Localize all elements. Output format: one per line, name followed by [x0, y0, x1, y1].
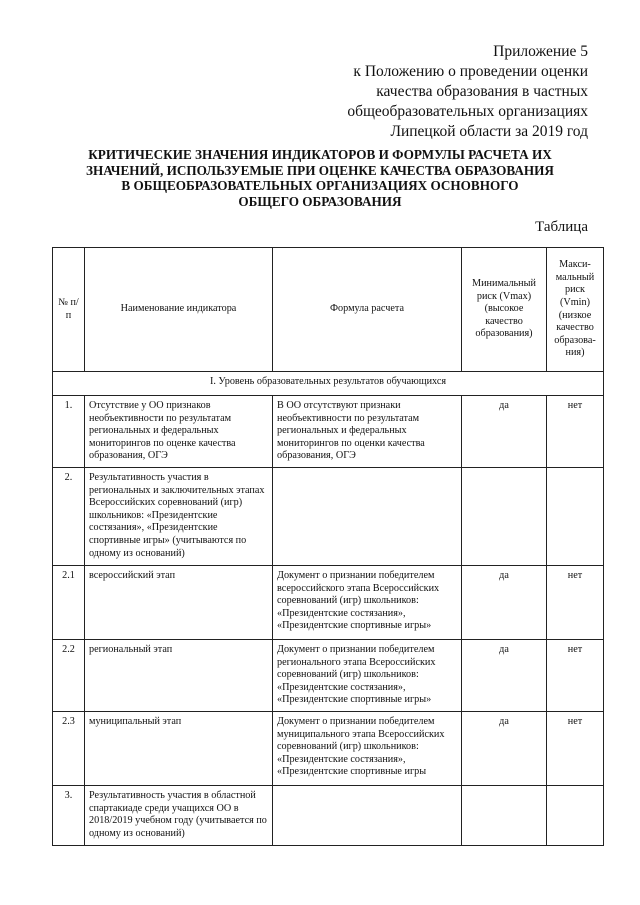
- row-formula: Документ о признании победителем регионального этапа Всероссийских соревнований (игр) школьников: «Президентские состязания», «Президентские спортивные игры»: [273, 640, 462, 712]
- table-label: Таблица: [535, 219, 588, 235]
- row-num: 2.3: [53, 711, 85, 785]
- row-min: [462, 468, 547, 566]
- row-name: Отсутствие у ОО признаков необъективности по результатам региональных и федеральных мониторингов по оценке качества образования, ОГЭ: [85, 396, 273, 468]
- header-max-risk: Макси-мальный риск (Vmin) (низкое качество образова-ния): [547, 248, 604, 372]
- table-row: [53, 785, 604, 845]
- appendix-line: Липецкой области за 2019 год: [390, 123, 588, 140]
- row-name: Результативность участия в областной спартакиаде среди учащихся ОО в 2018/2019 учебном году (учитывается по одному из оснований): [85, 785, 273, 845]
- row-formula: В ОО отсутствуют признаки необъективности по результатам региональных и федеральных мониторингов по оценки качества образования, ОГЭ: [273, 396, 462, 468]
- row-num: 2.2: [53, 640, 85, 712]
- row-min: да: [462, 566, 547, 640]
- row-max: нет: [547, 711, 604, 785]
- appendix-line: общеобразовательных организациях: [347, 103, 588, 120]
- row-num: 3.: [53, 785, 85, 845]
- appendix-header: [347, 42, 588, 142]
- row-name: Результативность участия в региональных и заключительных этапах Всероссийских соревнований (игр) школьников: «Президентские состязания», «Президентские спортивные игры» (учитываются по одному из оснований): [85, 468, 273, 566]
- row-name: муниципальный этап: [85, 711, 273, 785]
- section-row: [53, 372, 604, 396]
- row-formula: [273, 468, 462, 566]
- title-line: В ОБЩЕОБРАЗОВАТЕЛЬНЫХ ОРГАНИЗАЦИЯХ ОСНОВНОГО: [121, 178, 519, 193]
- table-row: [53, 396, 604, 468]
- row-num: 2.: [53, 468, 85, 566]
- row-name: всероссийский этап: [85, 566, 273, 640]
- title-line: ОБЩЕГО ОБРАЗОВАНИЯ: [238, 193, 402, 209]
- row-name: региональный этап: [85, 640, 273, 712]
- table-row: [53, 640, 604, 712]
- row-min: да: [462, 711, 547, 785]
- row-num: 1.: [53, 396, 85, 468]
- document-title: [80, 147, 560, 209]
- appendix-line: качества образования в частных: [376, 83, 588, 100]
- section-title: I. Уровень образовательных результатов обучающихся: [53, 372, 604, 396]
- appendix-line: Приложение 5: [493, 43, 588, 60]
- row-max: нет: [547, 396, 604, 468]
- row-min: [462, 785, 547, 845]
- table-row: [53, 566, 604, 640]
- table-row: [53, 711, 604, 785]
- row-max: [547, 785, 604, 845]
- header-min-risk: Минимальный риск (Vmax) (высокое качество образования): [462, 248, 547, 372]
- appendix-line: к Положению о проведении оценки: [353, 63, 588, 80]
- header-num: № п/п: [53, 248, 85, 372]
- row-max: нет: [547, 640, 604, 712]
- row-formula: Документ о признании победителем муниципального этапа Всероссийских соревнований (игр) школьников: «Президентские состязания», «Президентские спортивные игры: [273, 711, 462, 785]
- header-formula: Формула расчета: [273, 248, 462, 372]
- row-max: нет: [547, 566, 604, 640]
- row-num: 2.1: [53, 566, 85, 640]
- table-row: [53, 468, 604, 566]
- title-line: КРИТИЧЕСКИЕ ЗНАЧЕНИЯ ИНДИКАТОРОВ И ФОРМУЛЫ РАСЧЕТА ИХ: [88, 147, 552, 162]
- title-line: ЗНАЧЕНИЙ, ИСПОЛЬЗУЕМЫЕ ПРИ ОЦЕНКЕ КАЧЕСТВА ОБРАЗОВАНИЯ: [86, 162, 554, 178]
- row-formula: [273, 785, 462, 845]
- table-header-row: [53, 248, 604, 372]
- header-name: Наименование индикатора: [85, 248, 273, 372]
- row-min: да: [462, 640, 547, 712]
- row-max: [547, 468, 604, 566]
- row-formula: Документ о признании победителем всероссийского этапа Всероссийских соревнований (игр) школьников: «Президентские состязания», «Президентские спортивные игры»: [273, 566, 462, 640]
- indicators-table: [52, 247, 604, 846]
- row-min: да: [462, 396, 547, 468]
